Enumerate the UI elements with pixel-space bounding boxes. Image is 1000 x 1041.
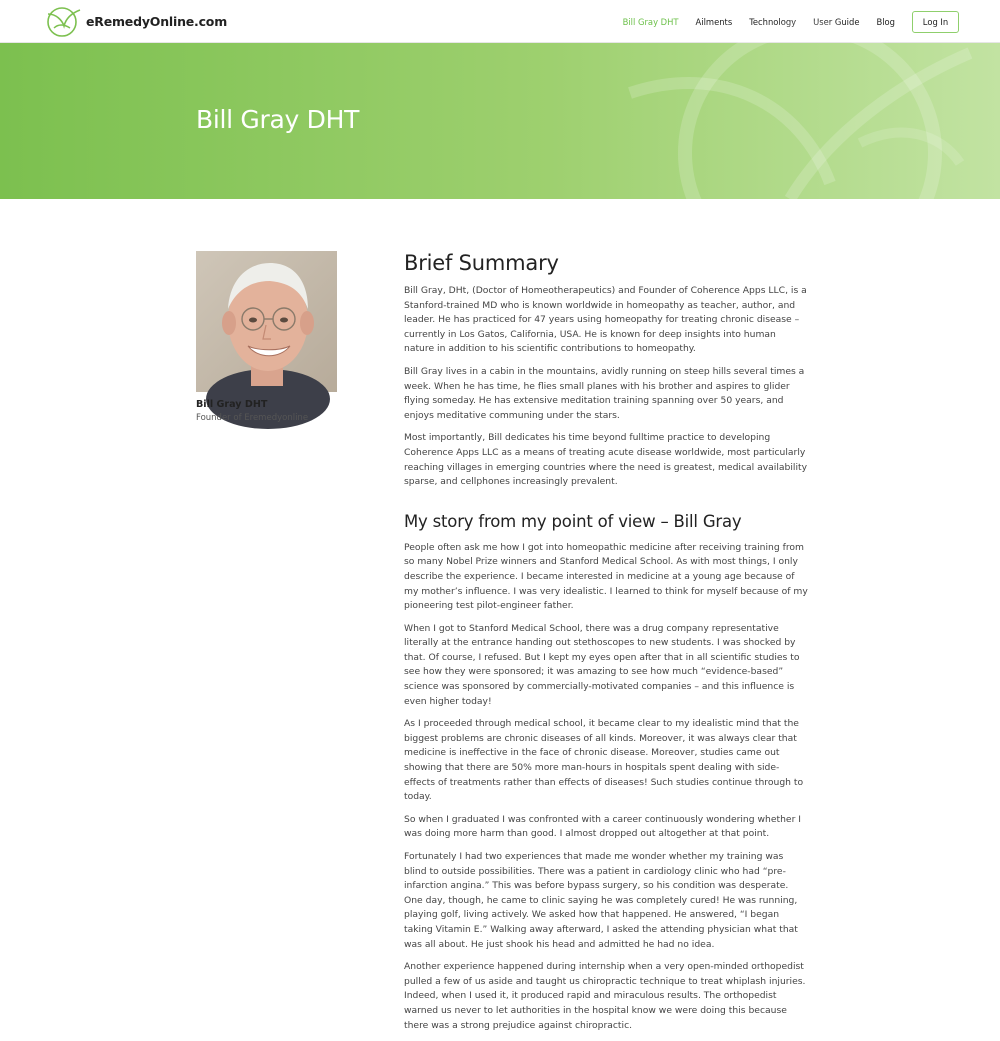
login-button[interactable]: Log In: [912, 11, 959, 33]
nav-bill-gray[interactable]: Bill Gray DHT: [622, 17, 679, 27]
profile-photo: [196, 251, 337, 392]
summary-paragraph: Bill Gray, DHt, (Doctor of Homeotherapeutics) and Founder of Coherence Apps LLC, is a Stanford-trained MD who is known worldwide in homeopathy as teacher, author, and leader. He has practiced for 47 years using homeopathy for treating chronic disease – currently in Los Gatos, California, USA. He is known for deep insights into human nature in addition to his scientific contributions to homeopathy.: [404, 285, 807, 355]
portrait-image: [196, 251, 337, 392]
story-paragraph: Fortunately I had two experiences that made me wonder whether my training was blind to outside possibilities. There was a patient in cardiology clinic who had “pre-infarction angina.” This was before bypass surgery, so his condition was desperate. One day, though, he came to clinic saying he was completely cured! He was running, playing golf, living actively. We asked how that happened. He answered, “I began taking Vitamin E.” Walking away afterward, I asked the attending physician what that was all about. He just shook his head and admitted he had no idea.: [404, 851, 798, 950]
hero-banner: [0, 43, 1000, 199]
site-logo[interactable]: [42, 4, 227, 38]
summary-heading: Brief Summary: [404, 251, 559, 275]
story-paragraph: Another experience happened during internship when a very open-minded orthopedist pulled a few of us aside and taught us chiropractic technique to treat whiplash injuries. Indeed, when I used it, it produced rapid and miraculous results. The orthopedist warned us never to let authorities in the hospital know we were doing this because there was a strong prejudice against chiropractic.: [404, 961, 806, 1031]
page-title: Bill Gray DHT: [196, 105, 360, 134]
nav-user-guide[interactable]: User Guide: [813, 17, 860, 27]
logo-text: eRemedyOnline.com: [86, 13, 228, 29]
story-paragraph: When I got to Stanford Medical School, there was a drug company representative literally at the entrance handing out stethoscopes to new students. I was shocked by that. Of course, I refused. But I kept my eyes open after that in all scientific studies to see how they were sponsored; it was amazing to see how much “evidence-based” science was sponsored by commercially-motivated companies – and this influence is even higher today!: [404, 622, 800, 707]
story-paragraph: As I proceeded through medical school, it became clear to my idealistic mind that the biggest problems are chronic diseases of all kinds. Moreover, it was always clear that medicine is ineffective in the face of chronic disease. Moreover, studies came out showing that there are 50% more man-hours in hospitals spent dealing with side-effects of treatments rather than effects of diseases! Such studies continue through to today.: [404, 718, 804, 803]
nav-blog[interactable]: Blog: [876, 17, 895, 27]
main-content: [404, 251, 808, 1041]
profile-role: Founder of Eremedyonline: [196, 413, 309, 423]
story-paragraph: People often ask me how I got into homeopathic medicine after receiving training from so many Nobel Prize winners and Stanford Medical School. As with most things, I only describe the experience. I became interested in medicine at a young age because of my mother’s influence. I was very idealistic. I learned to think for myself because of my pioneering test pilot-engineer father.: [404, 541, 808, 612]
story-heading: My story from my point of view – Bill Gray: [404, 511, 742, 531]
decorative-bird-watermark: [600, 43, 1000, 199]
story-paragraph: So when I graduated I was confronted with a career continuously wondering whether I was doing more harm than good. I almost dropped out altogether at that point.: [404, 813, 801, 840]
nav-ailments[interactable]: Ailments: [695, 17, 733, 27]
summary-paragraph: Bill Gray lives in a cabin in the mountains, avidly running on steep hills several times a week. When he has time, he flies small planes with his brother and aspires to glider flying someday. He has extensive meditation training spanning over 50 years, and enjoys meditative communing under the stars.: [404, 365, 805, 421]
profile-name: Bill Gray DHT: [196, 399, 268, 410]
summary-paragraph: Most importantly, Bill dedicates his time beyond fulltime practice to developing Coherence Apps LLC as a means of treating acute disease worldwide, most particularly reaching villages in emerging countries where the need is greatest, medical availability sparse, and cellphones increasingly prevalent.: [404, 432, 808, 488]
bird-logo-icon: [42, 4, 82, 38]
nav-technology[interactable]: Technology: [749, 17, 797, 27]
